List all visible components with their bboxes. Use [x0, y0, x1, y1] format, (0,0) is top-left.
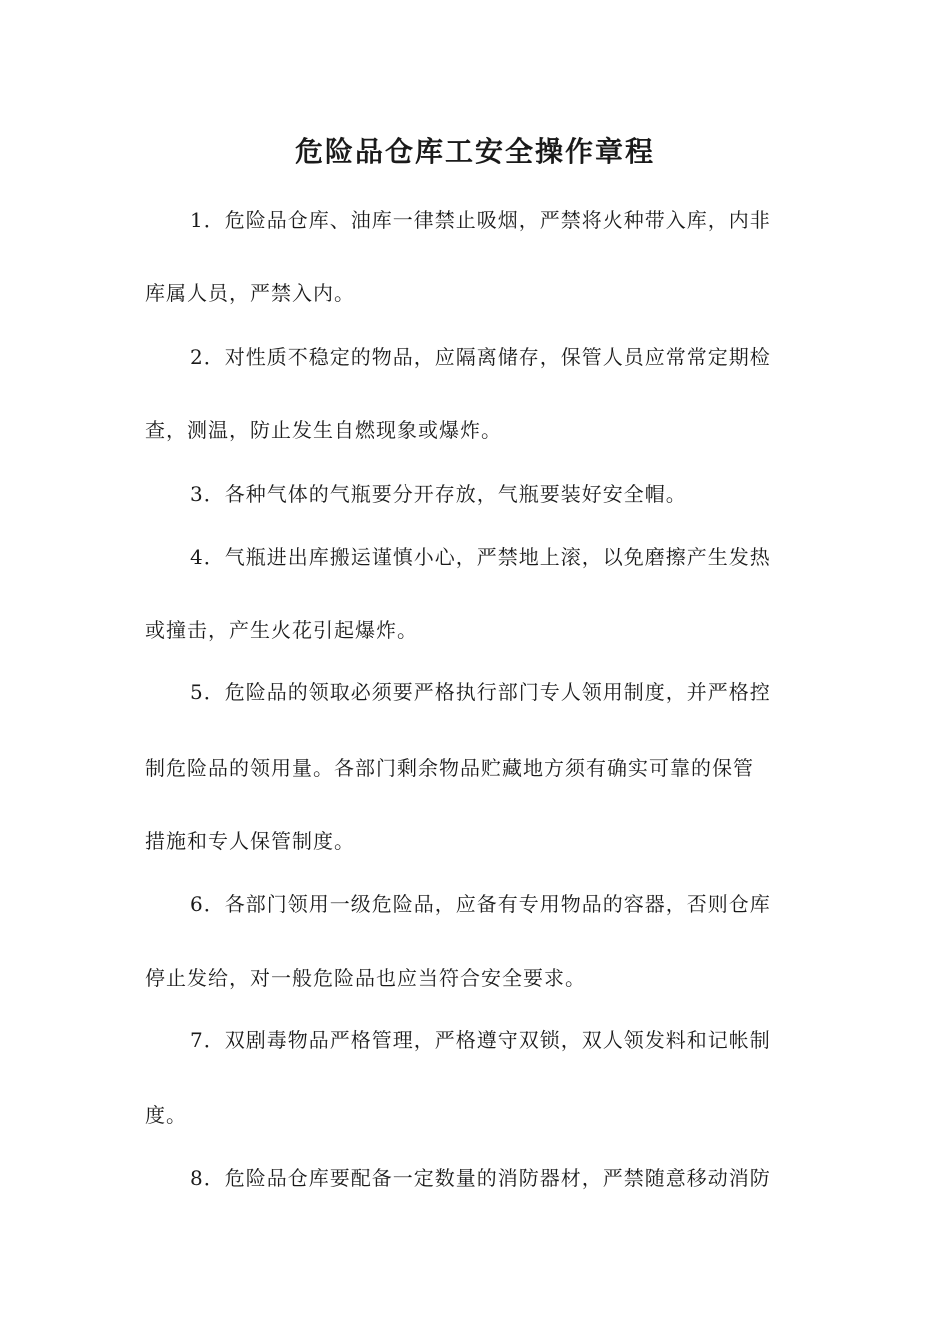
- body-line-7: 或撞击，产生火花引起爆炸。: [145, 618, 418, 642]
- body-line-3: 2．对性质不稳定的物品，应隔离储存，保管人员应常常定期检: [190, 345, 771, 369]
- body-line-1: 1．危险品仓库、油库一律禁止吸烟，严禁将火种带入库，内非: [190, 208, 771, 232]
- body-line-14: 度。: [145, 1103, 187, 1127]
- document-title: 危险品仓库工安全操作章程: [294, 135, 655, 168]
- body-line-15: 8．危险品仓库要配备一定数量的消防器材，严禁随意移动消防: [190, 1166, 771, 1190]
- body-line-4: 查，测温，防止发生自燃现象或爆炸。: [145, 418, 502, 442]
- body-line-8: 5．危险品的领取必须要严格执行部门专人领用制度，并严格控: [190, 680, 771, 704]
- body-line-11: 6．各部门领用一级危险品，应备有专用物品的容器，否则仓库: [190, 892, 771, 916]
- body-line-10: 措施和专人保管制度。: [145, 829, 355, 853]
- body-line-6: 4．气瓶进出库搬运谨慎小心，严禁地上滚，以免磨擦产生发热: [190, 545, 771, 569]
- body-line-2: 库属人员，严禁入内。: [145, 281, 355, 305]
- body-line-13: 7．双剧毒物品严格管理，严格遵守双锁，双人领发料和记帐制: [190, 1028, 771, 1052]
- body-line-9: 制危险品的领用量。各部门剩余物品贮藏地方须有确实可靠的保管: [145, 756, 754, 780]
- body-line-12: 停止发给，对一般危险品也应当符合安全要求。: [145, 966, 586, 990]
- body-line-5: 3．各种气体的气瓶要分开存放，气瓶要装好安全帽。: [190, 482, 687, 506]
